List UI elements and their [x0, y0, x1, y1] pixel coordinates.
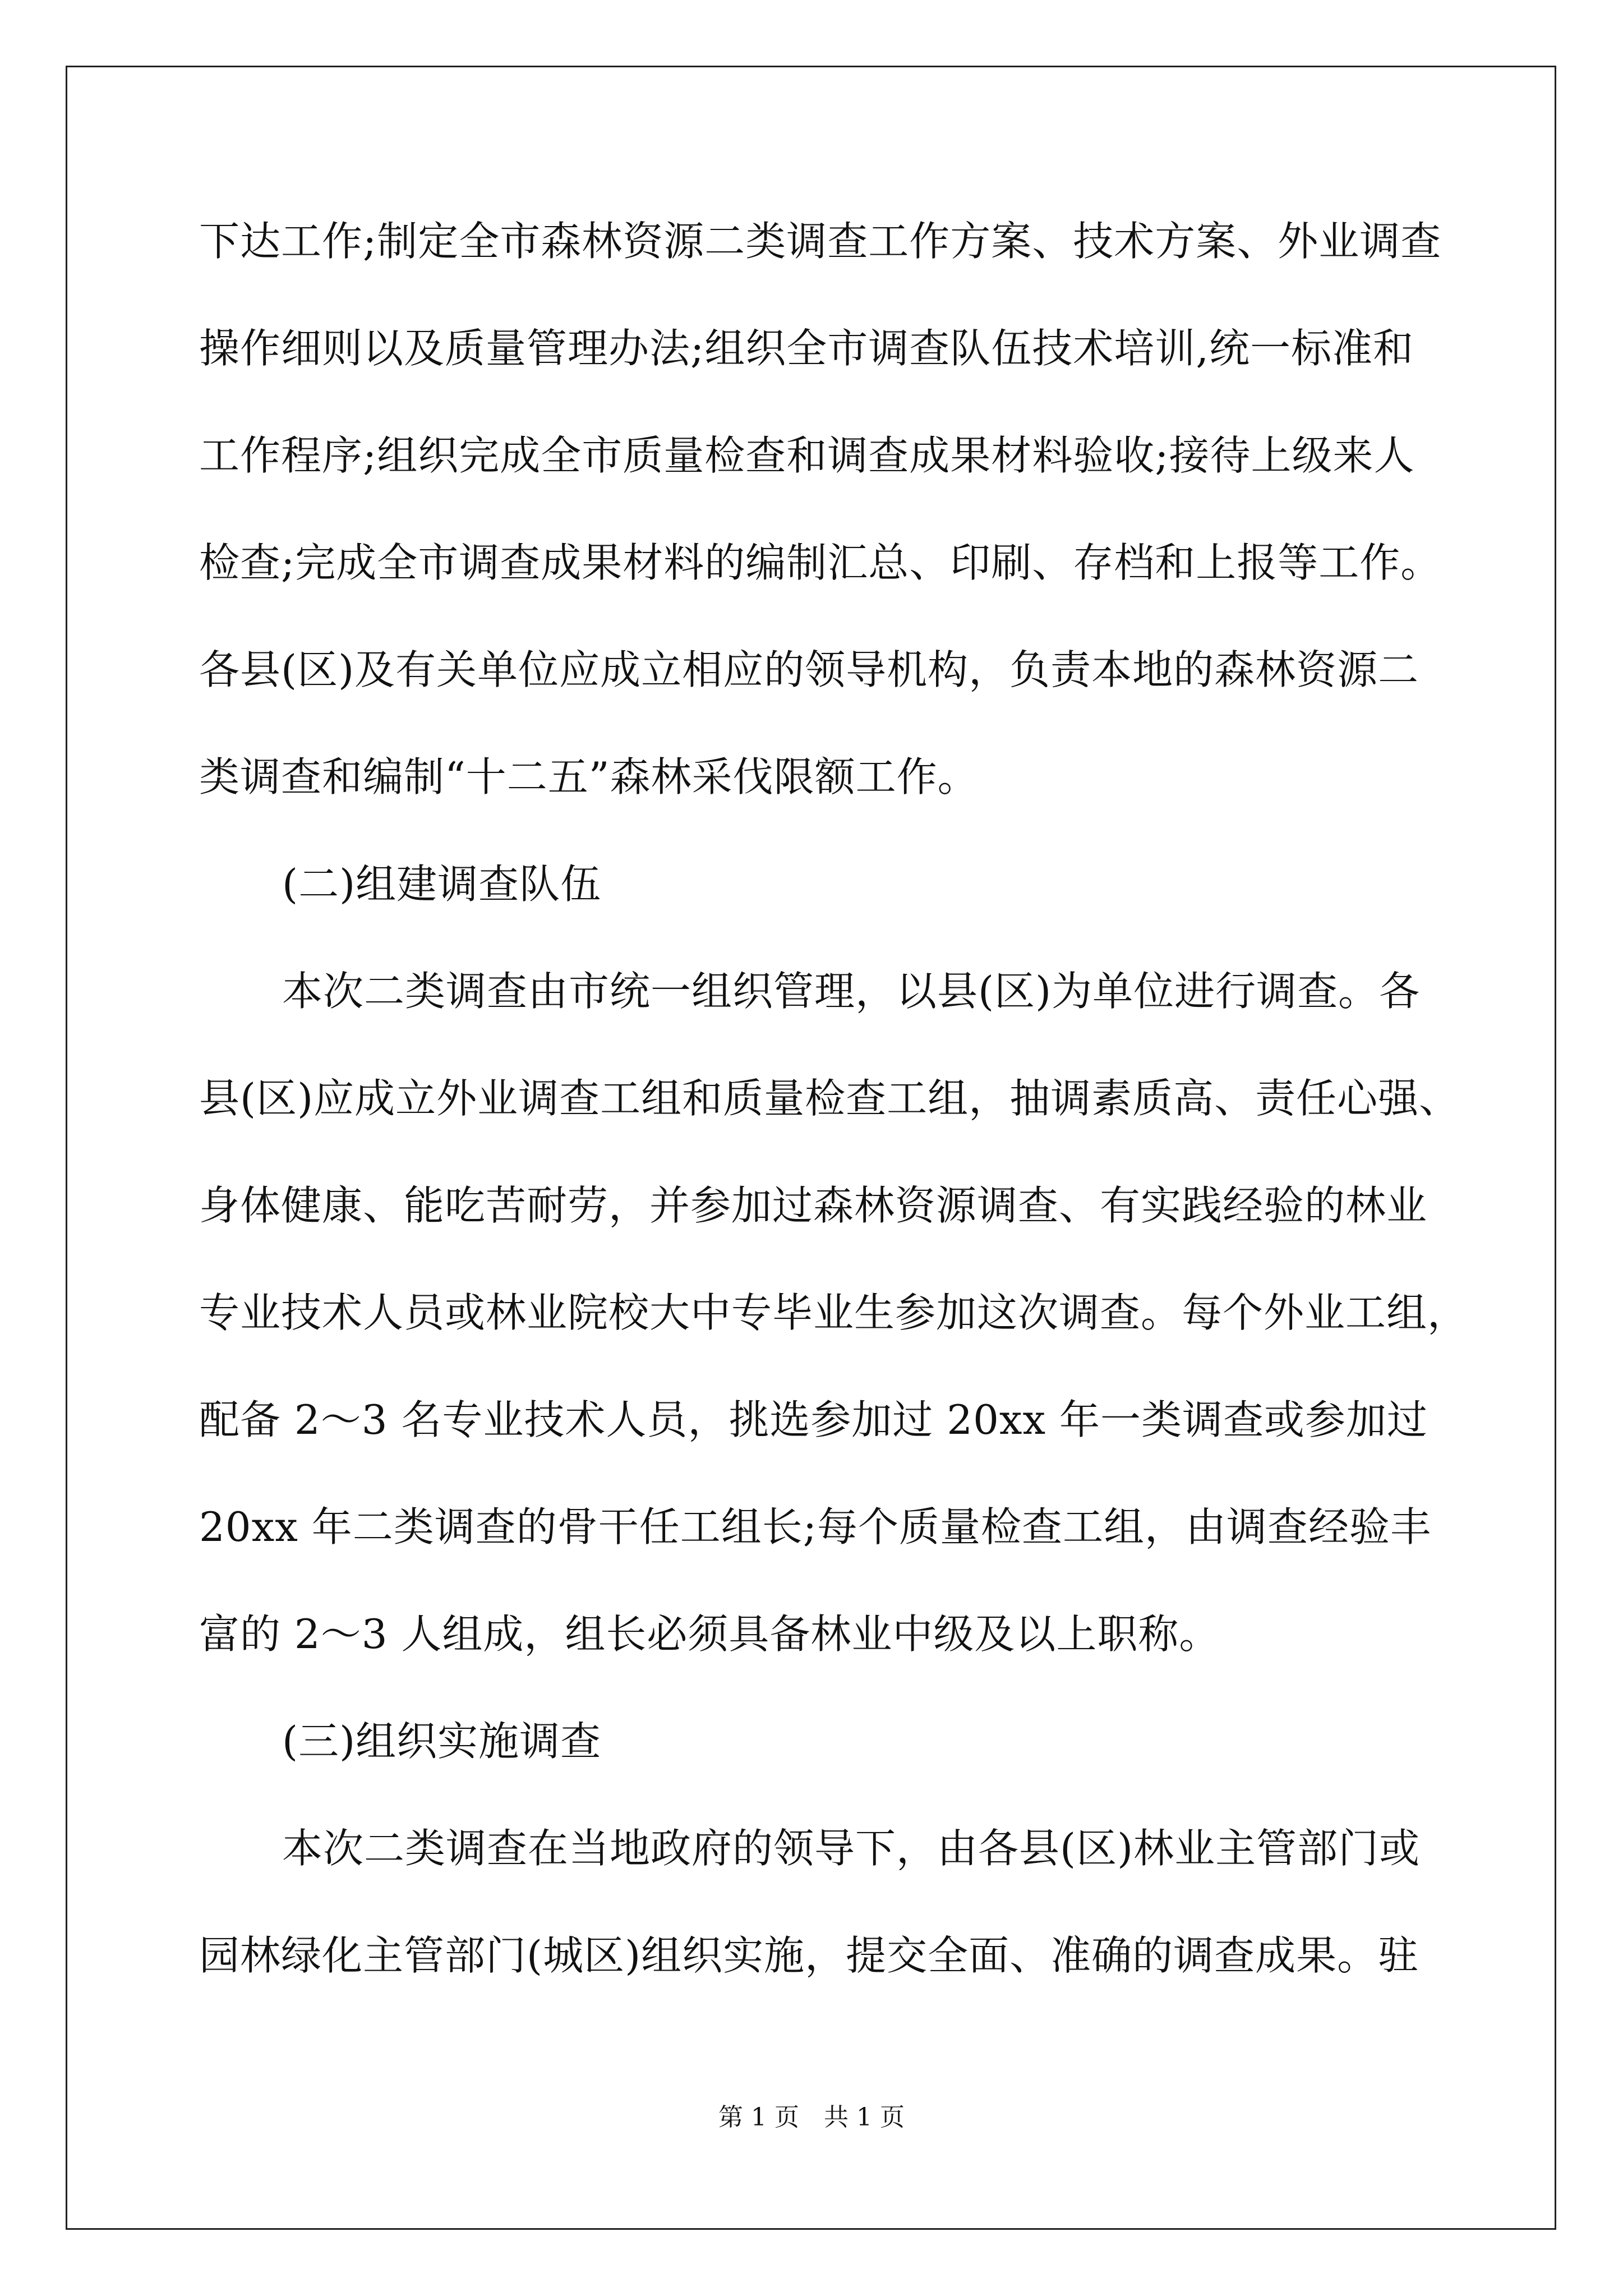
text-line: 下达工作;制定全市森林资源二类调查工作方案、技术方案、外业调查	[199, 218, 1442, 265]
text-line: 配备 2～3 名专业技术人员，挑选参加过 20xx 年一类调查或参加过	[199, 1396, 1428, 1443]
text-line: 富的 2～3 人组成，组长必须具备林业中级及以上职称。	[199, 1611, 1220, 1658]
text-line: 20xx 年二类调查的骨干任工组长;每个质量检查工组，由调查经验丰	[199, 1503, 1431, 1550]
text-line: 县(区)应成立外业调查工组和质量检查工组，抽调素质高、责任心强、	[199, 1075, 1460, 1122]
section-heading: (二)组建调查队伍	[282, 861, 602, 908]
text-line: 园林绿化主管部门(城区)组织实施，提交全面、准确的调查成果。驻	[199, 1932, 1419, 1979]
page-footer: 第 1 页 共 1 页	[718, 2103, 905, 2132]
text-line: 本次二类调查由市统一组织管理，以县(区)为单位进行调查。各	[282, 968, 1421, 1015]
text-line: 工作程序;组织完成全市质量检查和调查成果材料验收;接待上级来人	[199, 432, 1415, 479]
document-body	[199, 213, 1469, 2035]
text-line: 身体健康、能吃苦耐劳，并参加过森林资源调查、有实践经验的林业	[199, 1182, 1428, 1229]
text-line: 检查;完成全市调查成果材料的编制汇总、印刷、存档和上报等工作。	[199, 539, 1442, 586]
text-line: 各县(区)及有关单位应成立相应的领导机构，负责本地的森林资源二	[199, 646, 1419, 693]
section-heading: (三)组织实施调查	[282, 1718, 602, 1765]
text-line: 专业技术人员或林业院校大中专毕业生参加这次调查。每个外业工组，	[199, 1289, 1469, 1336]
text-line: 本次二类调查在当地政府的领导下，由各县(区)林业主管部门或	[282, 1825, 1421, 1872]
text-line: 类调查和编制“十二五”森林采伐限额工作。	[199, 753, 979, 800]
text-line: 操作细则以及质量管理办法;组织全市调查队伍技术培训,统一标准和	[199, 325, 1414, 372]
